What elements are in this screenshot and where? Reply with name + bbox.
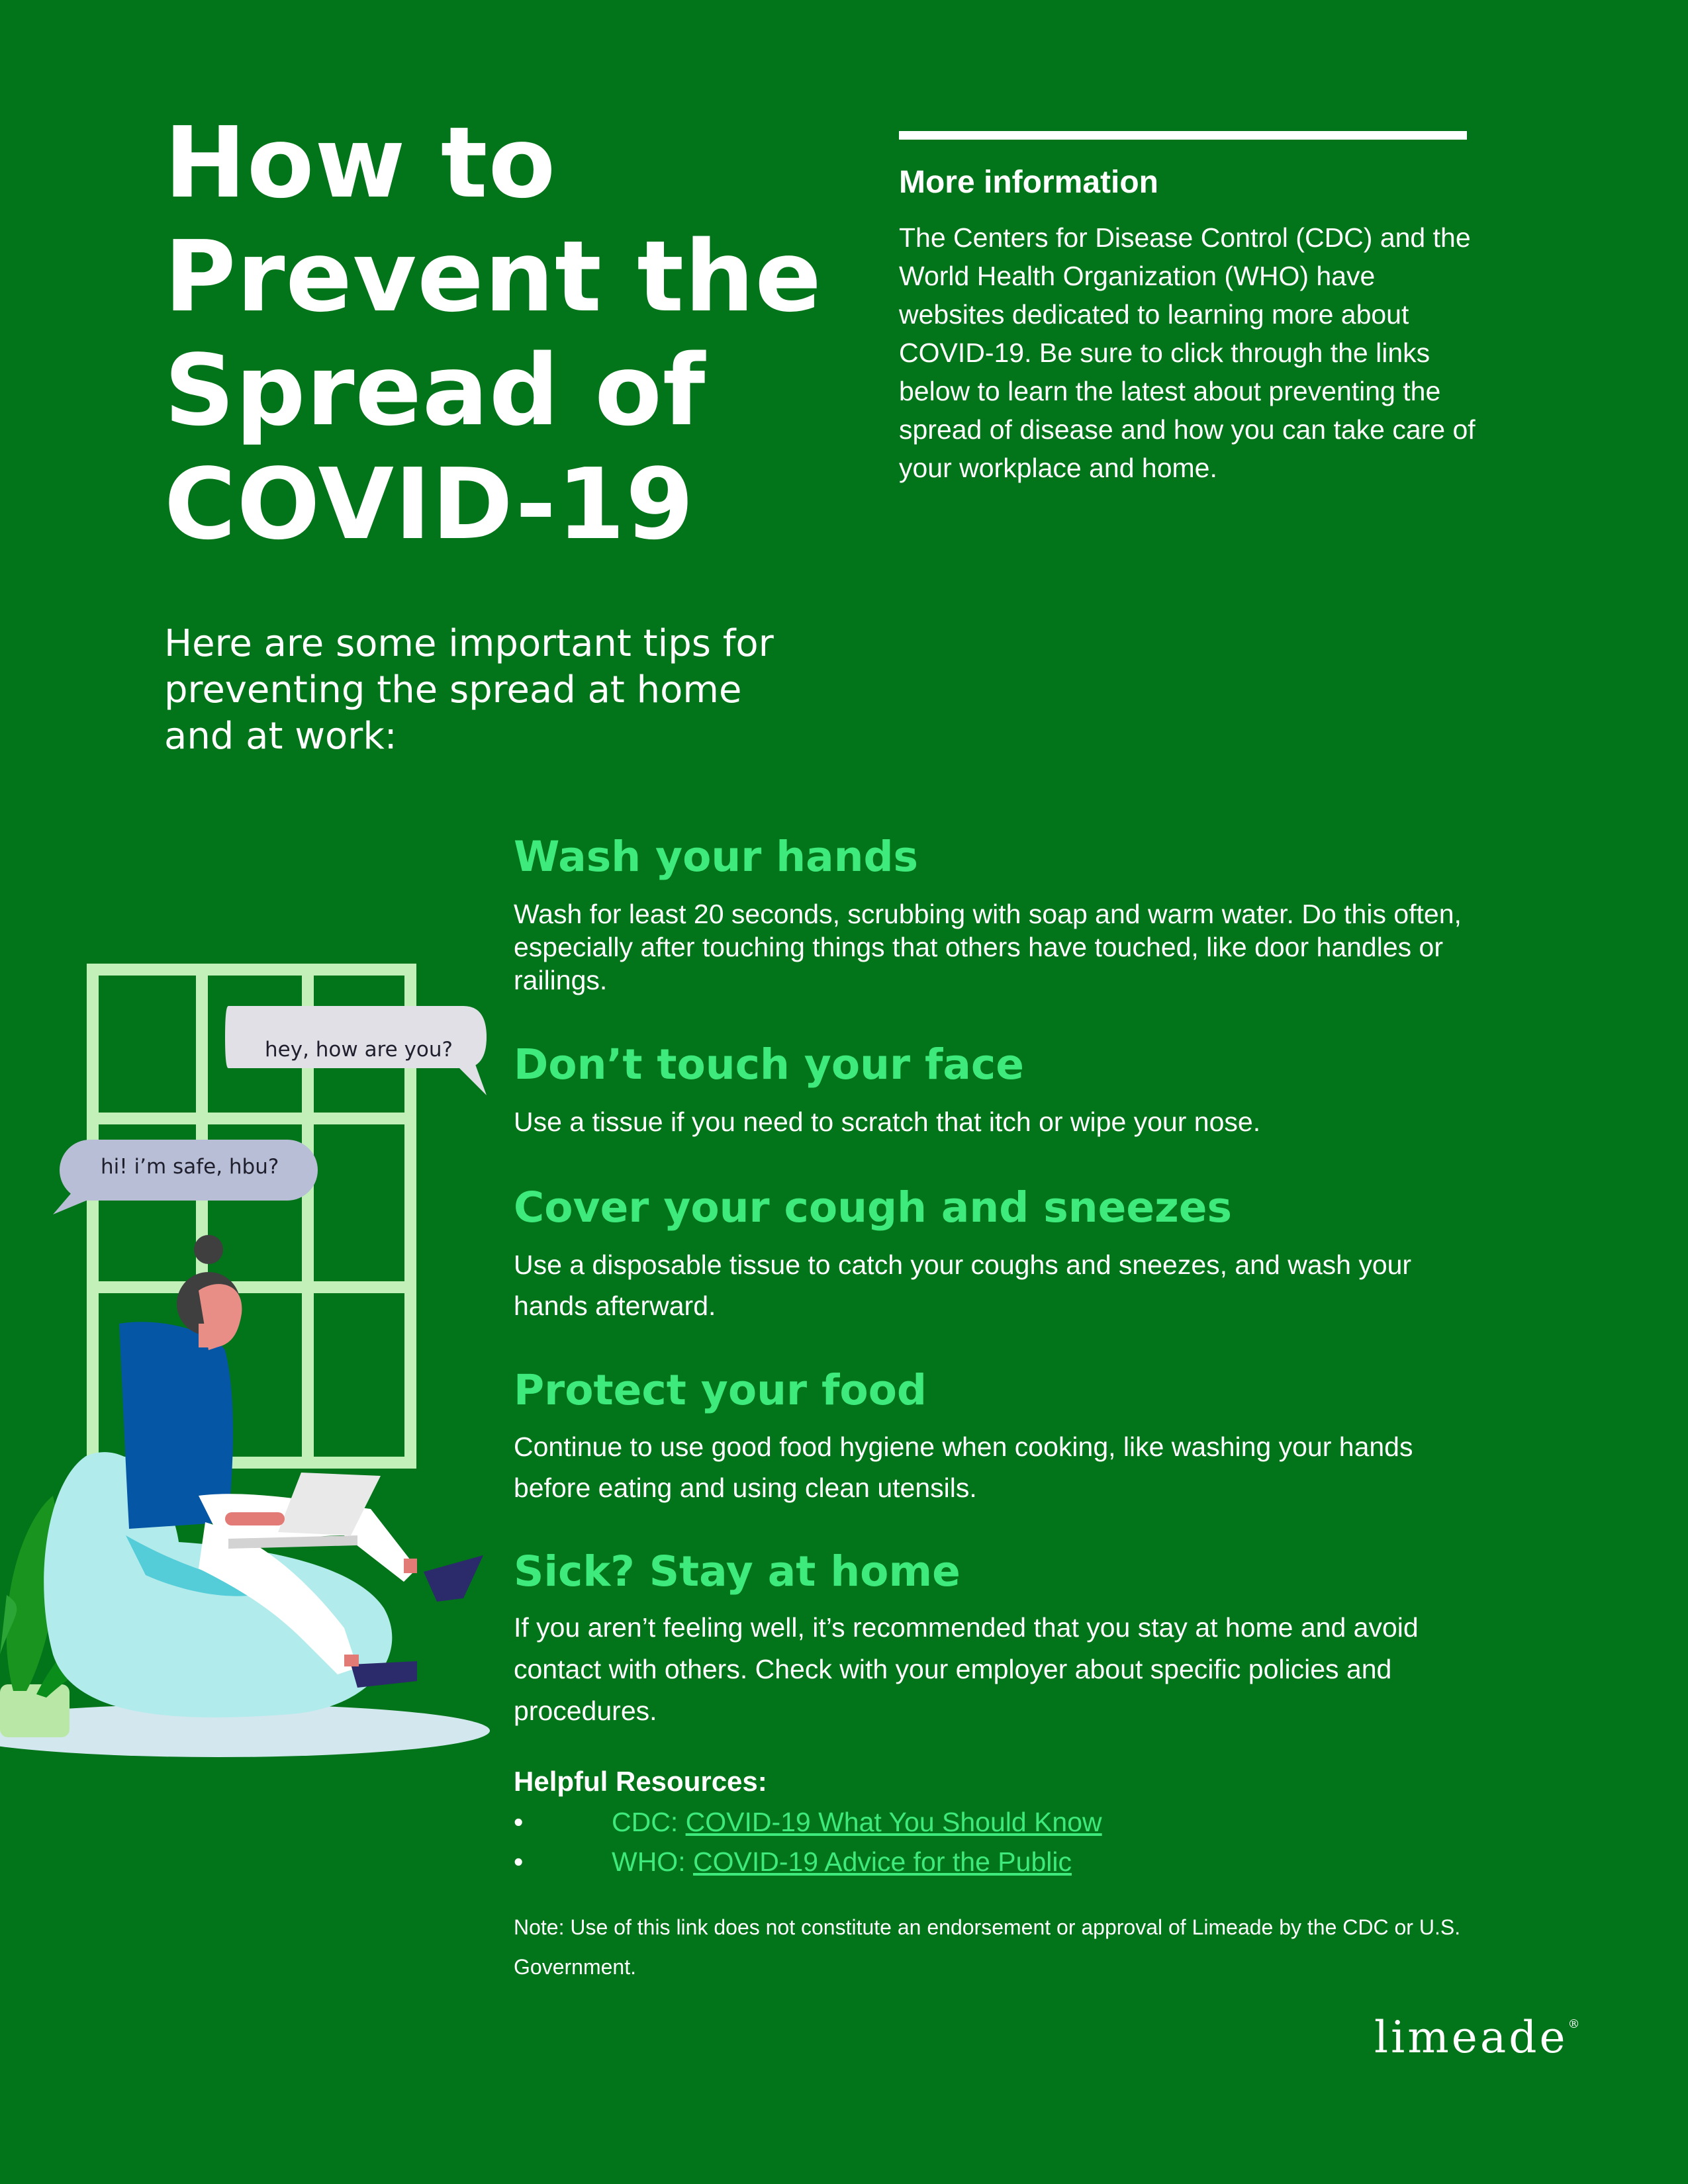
title-line: Spread of xyxy=(164,334,706,447)
title-line: How to xyxy=(164,106,557,220)
page-title xyxy=(164,106,826,561)
person-hand xyxy=(225,1512,285,1525)
who-link[interactable]: COVID-19 Advice for the Public xyxy=(692,1846,1072,1877)
person-shoe xyxy=(351,1661,417,1688)
resource-prefix: CDC: xyxy=(612,1807,686,1837)
tip-body: Use a disposable tissue to catch your coughs and sneezes, and wash your hands afterward. xyxy=(514,1250,1412,1321)
intro-text: Here are some important tips for preventing the spread at home and at work: xyxy=(164,622,774,758)
speech-bubble-2-text: hi! i’m safe, hbu? xyxy=(101,1155,279,1179)
title-line: COVID-19 xyxy=(164,447,695,561)
person-shoe xyxy=(424,1555,483,1602)
tip-body: Use a tissue if you need to scratch that itch or wipe your nose. xyxy=(514,1107,1261,1137)
bullet: • xyxy=(514,1846,524,1877)
tip-title: Wash your hands xyxy=(514,833,919,881)
tip-title: Cover your cough and sneezes xyxy=(514,1183,1232,1232)
speech-bubble-1-text: hey, how are you? xyxy=(265,1038,453,1062)
person-hair-bun xyxy=(194,1235,223,1264)
tip-body: Wash for least 20 seconds, scrubbing with soap and warm water. Do this often, especially after touching things that others have touched, like door handles or railings. xyxy=(514,899,1462,995)
logo-wordmark: limeade xyxy=(1374,2012,1568,2063)
person-on-beanbag-illustration xyxy=(0,953,503,1774)
resources-heading: Helpful Resources: xyxy=(514,1766,767,1797)
more-info-body: The Centers for Disease Control (CDC) and the World Health Organization (WHO) have websites dedicated to learning more about COVID-19. Be sure to click through the links below to learn the latest about preventing the spread of disease and how you can take care of your workplace and home. xyxy=(899,222,1476,483)
tip-title: Don’t touch your face xyxy=(514,1040,1024,1089)
disclaimer-note: Note: Use of this link does not constitute an endorsement or approval of Limeade by the CDC or U.S. Government. xyxy=(514,1915,1461,1979)
limeade-logo: limeade® xyxy=(1374,2012,1583,2063)
tip-body: If you aren’t feeling well, it’s recommended that you stay at home and avoid contact with others. Check with your employer about specific policies and procedures. xyxy=(514,1612,1419,1726)
plant-pot xyxy=(0,1684,70,1737)
title-line: Prevent the xyxy=(164,220,822,334)
tip-body: Continue to use good food hygiene when cooking, like washing your hands before eating and using clean utensils. xyxy=(514,1432,1413,1503)
resource-prefix: WHO: xyxy=(612,1846,693,1877)
bullet: • xyxy=(514,1807,524,1837)
more-info-heading: More information xyxy=(899,165,1158,200)
tip-title: Sick? Stay at home xyxy=(514,1547,961,1596)
cdc-link[interactable]: COVID-19 What You Should Know xyxy=(685,1807,1102,1837)
tip-title: Protect your food xyxy=(514,1366,927,1414)
divider-rule xyxy=(899,131,1467,140)
